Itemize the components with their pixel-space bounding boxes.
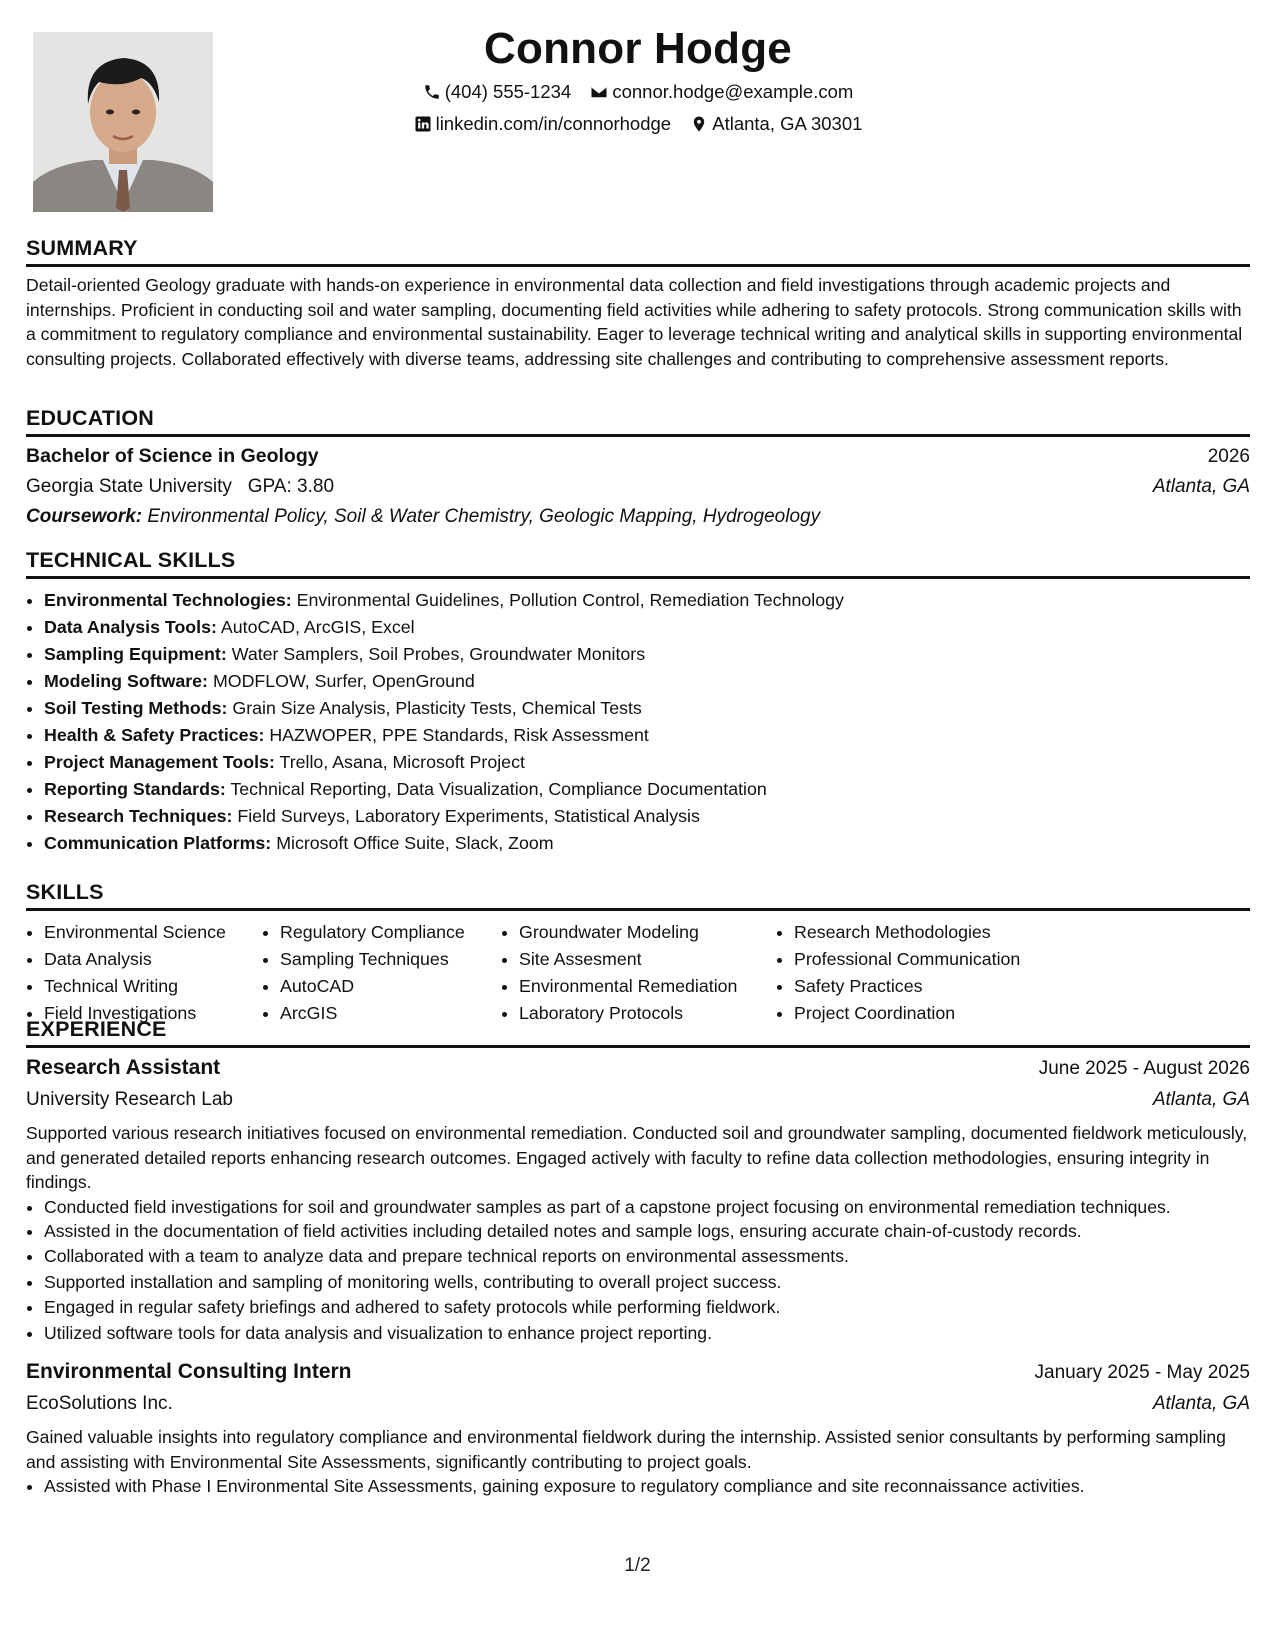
education-school-row (26, 472, 1250, 502)
list-item (44, 614, 1250, 641)
list-item (44, 641, 1250, 668)
job-company: University Research Lab (26, 1089, 233, 1110)
coursework-list: Environmental Policy, Soil & Water Chemistry, Geologic Mapping, Hydrogeology (147, 506, 821, 527)
page-number: 1/2 (624, 1555, 651, 1576)
coursework-label: Coursework: (26, 506, 143, 527)
school-info (26, 472, 334, 502)
skill-category-label: Data Analysis Tools: (44, 617, 217, 637)
skill-category-value: HAZWOPER, PPE Standards, Risk Assessment (269, 725, 649, 745)
education-heading: EDUCATION (26, 404, 1250, 437)
job-company-row (26, 1084, 1250, 1115)
contact-line-1 (26, 79, 1250, 108)
list-item (44, 803, 1250, 830)
experience-section (26, 1015, 1250, 1500)
technical-skills-section (26, 546, 1250, 857)
job-company: EcoSolutions Inc. (26, 1393, 173, 1414)
list-item (44, 587, 1250, 614)
skill-category-value: Environmental Guidelines, Pollution Control, Remediation Technology (296, 590, 844, 610)
job-title: Research Assistant (26, 1056, 221, 1079)
phone-icon (423, 83, 441, 101)
list-item: • Assisted with Phase I Environmental Site Assessments, gaining exposure to regulatory compliance and site reconnaissance activities. (44, 1474, 1250, 1500)
skill-category-label: Health & Safety Practices: (44, 725, 265, 745)
list-item: • Environmental Science (44, 919, 262, 946)
summary-heading: SUMMARY (26, 234, 1250, 267)
map-pin-icon (690, 115, 708, 133)
degree-name: Bachelor of Science in Geology (26, 445, 319, 467)
list-item: • Data Analysis (44, 946, 262, 973)
job-description: Gained valuable insights into regulatory compliance and environmental fieldwork during the internship. Assisted senior consultants by performing sampling and assisting with Environmental Site Assessments, significantly contributing to project goals. (26, 1427, 1226, 1472)
job-title: Environmental Consulting Intern (26, 1360, 352, 1383)
list-item: • Site Assesment (519, 946, 776, 973)
skill-category-value: MODFLOW, Surfer, OpenGround (212, 671, 475, 691)
summary-text: Detail-oriented Geology graduate with hands-on experience in environmental data collection and field investigations through academic projects and internships. Proficient in conducting soil and water sampling, documenting field activities while adhering to safety protocols. Strong communication skills with a commitment to regulatory compliance and environmental sustainability. Eager to leverage technical writing and analytical skills in supporting environmental consulting projects. Collaborated effectively with diverse teams, addressing site challenges and contributing to comprehensive assessment reports. (26, 275, 1243, 370)
education-degree-row (26, 441, 1250, 472)
technical-skills-heading: TECHNICAL SKILLS (26, 546, 1250, 579)
list-item: • Field Investigations (44, 1000, 262, 1027)
graduation-year: 2026 (1207, 446, 1250, 467)
list-item (44, 668, 1250, 695)
list-item (44, 722, 1250, 749)
job-title-row (26, 1356, 1250, 1388)
skill-category-value: Water Samplers, Soil Probes, Groundwater Monitors (231, 644, 646, 664)
location-contact (690, 111, 862, 137)
email-contact[interactable] (590, 79, 853, 105)
list-item: • AutoCAD (280, 973, 501, 1000)
list-item: • ArcGIS (280, 1000, 501, 1027)
skills-column-3 (501, 919, 776, 1027)
phone-number: (404) 555-1234 (444, 81, 572, 102)
contact-line-2 (26, 111, 1250, 140)
skill-category-label: Soil Testing Methods: (44, 698, 228, 718)
skill-category-value: Grain Size Analysis, Plasticity Tests, Chemical Tests (232, 698, 642, 718)
list-item (44, 830, 1250, 857)
summary-section (26, 234, 1250, 372)
list-item: • Groundwater Modeling (519, 919, 776, 946)
skill-category-label: Sampling Equipment: (44, 644, 227, 664)
job-title-row (26, 1052, 1250, 1084)
job-description: Supported various research initiatives focused on environmental remediation. Conducted soil and groundwater sampling, documented fieldwork meticulously, and generated detailed reports enhancing research outcomes. Engaged actively with faculty to refine data collection methodologies, ensuring integrity in findings. (26, 1123, 1248, 1192)
list-item (44, 695, 1250, 722)
skill-category-label: Project Management Tools: (44, 752, 275, 772)
list-item: • Safety Practices (794, 973, 1094, 1000)
resume-page (26, 0, 1250, 1650)
job-entry (26, 1356, 1250, 1500)
list-item: • Research Methodologies (794, 919, 1094, 946)
coursework-line (26, 502, 1250, 532)
candidate-name: Connor Hodge (484, 24, 792, 73)
skills-heading: SKILLS (26, 878, 1250, 911)
list-item: • Collaborated with a team to analyze data and prepare technical reports on environmental assessments. (44, 1244, 1250, 1270)
skill-category-label: Research Techniques: (44, 806, 233, 826)
skills-section (26, 878, 1250, 1027)
list-item: • Supported installation and sampling of monitoring wells, contributing to overall project success. (44, 1270, 1250, 1296)
school-location: Atlanta, GA (1152, 476, 1250, 497)
list-item: • Engaged in regular safety briefings and adhered to safety protocols while performing fieldwork. (44, 1295, 1250, 1321)
skills-grid (26, 919, 1250, 1027)
list-item: • Project Coordination (794, 1000, 1094, 1027)
skill-category-value: Microsoft Office Suite, Slack, Zoom (276, 833, 554, 853)
linkedin-url[interactable]: linkedin.com/in/connorhodge (435, 113, 672, 134)
list-item: • Regulatory Compliance (280, 919, 501, 946)
list-item (44, 749, 1250, 776)
location-text: Atlanta, GA 30301 (712, 113, 863, 134)
job-entry (26, 1052, 1250, 1346)
job-bullets (26, 1195, 1250, 1347)
job-dates: January 2025 - May 2025 (1034, 1362, 1250, 1383)
email-address[interactable]: connor.hodge@example.com (612, 81, 854, 102)
gpa: GPA: 3.80 (247, 476, 335, 497)
skills-column-4 (776, 919, 1094, 1027)
list-item: • Technical Writing (44, 973, 262, 1000)
education-section (26, 404, 1250, 532)
phone-contact (423, 79, 572, 105)
list-item: • Assisted in the documentation of field activities including detailed notes and sample logs, ensuring accurate chain-of-custody records. (44, 1219, 1250, 1245)
skill-category-label: Communication Platforms: (44, 833, 272, 853)
experience-heading: EXPERIENCE (26, 1015, 1250, 1048)
list-item: • Environmental Remediation (519, 973, 776, 1000)
school-name: Georgia State University (26, 476, 232, 497)
skill-category-label: Modeling Software: (44, 671, 208, 691)
skill-category-label: Environmental Technologies: (44, 590, 292, 610)
job-location: Atlanta, GA (1152, 1089, 1250, 1110)
skill-category-value: Technical Reporting, Data Visualization, Compliance Documentation (230, 779, 767, 799)
job-location: Atlanta, GA (1152, 1393, 1250, 1414)
skill-category-value: AutoCAD, ArcGIS, Excel (220, 617, 415, 637)
technical-skills-list (26, 587, 1250, 857)
skill-category-label: Reporting Standards: (44, 779, 226, 799)
skills-column-2 (262, 919, 501, 1027)
list-item: • Professional Communication (794, 946, 1094, 973)
list-item: • Utilized software tools for data analysis and visualization to enhance project reporting. (44, 1321, 1250, 1347)
list-item: • Sampling Techniques (280, 946, 501, 973)
job-company-row (26, 1388, 1250, 1419)
linkedin-contact[interactable] (414, 111, 672, 137)
job-dates: June 2025 - August 2026 (1038, 1058, 1250, 1079)
envelope-icon (590, 83, 608, 101)
skill-category-value: Field Surveys, Laboratory Experiments, Statistical Analysis (237, 806, 700, 826)
skill-category-value: Trello, Asana, Microsoft Project (279, 752, 525, 772)
linkedin-icon (414, 115, 432, 133)
skills-column-1 (26, 919, 262, 1027)
list-item (44, 776, 1250, 803)
list-item: • Laboratory Protocols (519, 1000, 776, 1027)
job-bullets (26, 1474, 1250, 1500)
list-item: • Conducted field investigations for soil and groundwater samples as part of a capstone project focusing on environmental remediation techniques. (44, 1195, 1250, 1219)
